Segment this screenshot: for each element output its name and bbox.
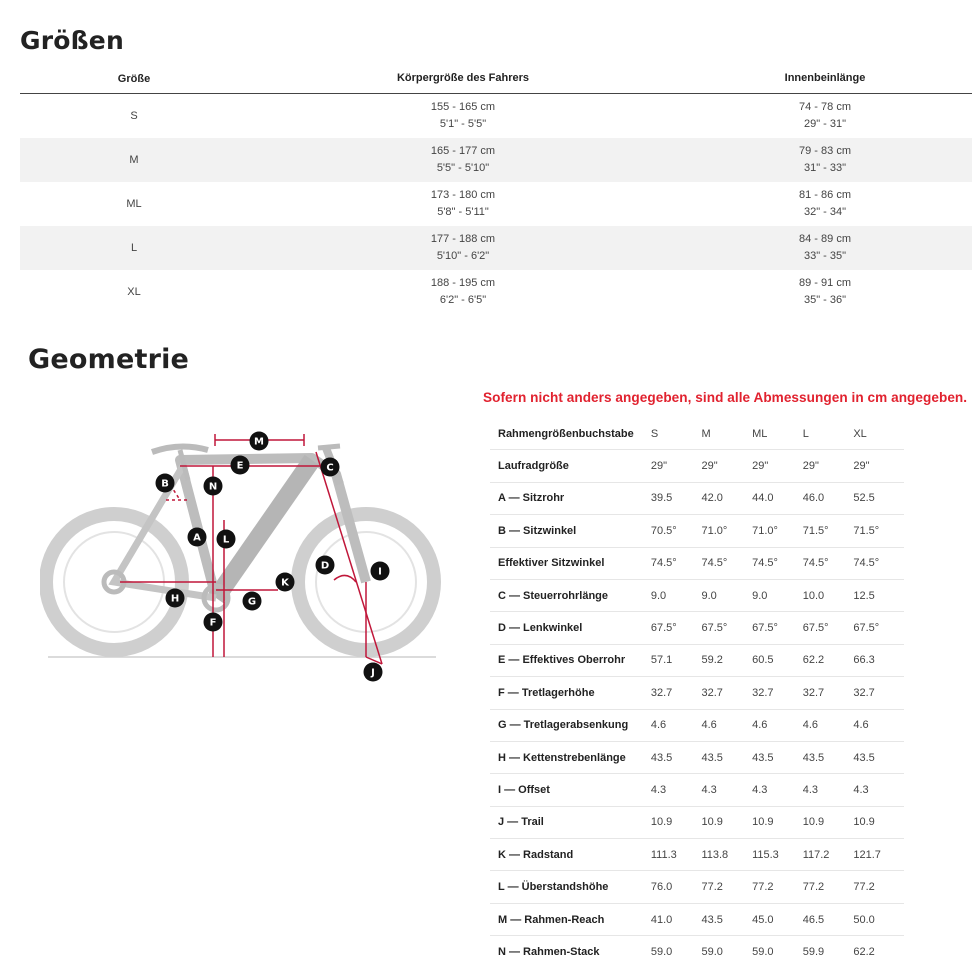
units-note: Sofern nicht anders angegeben, sind alle Abmessungen in cm angegeben. — [483, 390, 968, 405]
geometry-table — [490, 418, 904, 968]
geometry-value: S — [650, 427, 659, 440]
geometry-value: 4.6 — [752, 719, 768, 732]
geometry-value: 10.9 — [701, 816, 723, 829]
geometry-value: 4.6 — [650, 719, 667, 732]
geometry-value: 59.0 — [701, 945, 723, 958]
geometry-value: 71.0° — [701, 524, 728, 537]
svg-text:K: K — [281, 577, 289, 589]
geometry-row-label: Laufradgröße — [498, 460, 569, 473]
geometry-value: 4.3 — [802, 783, 819, 796]
geometry-value: 67.5° — [752, 622, 778, 635]
geometry-row-label: E — Effektives Oberrohr — [498, 654, 626, 667]
geometry-row-label: F — Tretlagerhöhe — [498, 686, 595, 699]
geometry-value: 60.5 — [752, 654, 774, 667]
rider-height-in: 5'10" - 6'2" — [436, 250, 490, 262]
geometry-value: 4.3 — [752, 783, 768, 796]
geometry-row-label: D — Lenkwinkel — [498, 622, 583, 635]
size-label: XL — [127, 286, 141, 298]
geometry-row-label: H — Kettenstrebenlänge — [498, 751, 626, 764]
geometry-value: 29" — [802, 460, 819, 473]
geometry-value: 67.5° — [650, 622, 677, 635]
geometry-value: 32.7 — [650, 686, 673, 699]
geometry-value: 43.5 — [701, 751, 723, 764]
geometry-value: 43.5 — [802, 751, 825, 764]
geometry-value: 59.0 — [650, 945, 673, 958]
geometry-row-label: I — Offset — [498, 783, 550, 796]
geometry-value: 67.5° — [701, 622, 728, 635]
bike-geometry-diagram — [40, 420, 450, 690]
rider-height-in: 5'8" - 5'11" — [437, 206, 489, 218]
geometry-value: 10.9 — [802, 816, 825, 829]
inseam-in: 33" - 35" — [803, 250, 847, 262]
sizes-table-header — [20, 64, 972, 94]
rider-height-cm: 155 - 165 cm — [430, 101, 496, 113]
diagram-label-l — [217, 530, 236, 549]
geometry-value: 59.2 — [701, 654, 723, 667]
geometry-value: 46.0 — [802, 492, 825, 505]
geometry-value: 4.6 — [701, 719, 717, 732]
size-label: S — [130, 110, 138, 122]
rider-height-cell — [248, 143, 678, 177]
inseam-cell — [678, 187, 972, 221]
inseam-in: 32" - 34" — [803, 206, 847, 218]
inseam-cell — [678, 231, 972, 265]
diagram-label-m — [250, 432, 269, 451]
geometry-value: 9.0 — [650, 589, 667, 602]
geometry-value: 74.5° — [650, 557, 677, 570]
svg-text:E: E — [236, 460, 244, 472]
geometry-value: 43.5 — [752, 751, 774, 764]
geometry-value: L — [802, 427, 809, 440]
geometry-value: 70.5° — [650, 524, 677, 537]
rider-height-cell — [248, 187, 678, 221]
geometry-value: 59.9 — [802, 945, 825, 958]
geometry-value: 10.9 — [853, 816, 875, 829]
geometry-value: 71.0° — [752, 524, 778, 537]
svg-text:D: D — [320, 560, 330, 572]
geometry-value: 10.9 — [752, 816, 774, 829]
diagram-label-i — [371, 562, 390, 581]
diagram-label-c — [321, 458, 340, 477]
diagram-label-g — [243, 592, 262, 611]
rider-height-cm: 165 - 177 cm — [430, 145, 496, 157]
rider-height-in: 5'1" - 5'5" — [439, 118, 487, 130]
inseam-cm: 74 - 78 cm — [799, 101, 851, 113]
geometry-value: 43.5 — [701, 913, 723, 926]
sizes-title: Größen — [20, 26, 124, 55]
geometry-value: 74.5° — [802, 557, 829, 570]
sizes-table — [20, 64, 972, 314]
geometry-header-row — [490, 418, 904, 450]
geometry-value: 77.2 — [752, 881, 774, 894]
geometry-value: 77.2 — [853, 881, 875, 894]
diagram-label-h — [166, 589, 185, 608]
inseam-cell — [678, 143, 972, 177]
sizes-table-body — [20, 94, 972, 314]
geometry-value: 74.5° — [701, 557, 728, 570]
svg-text:G: G — [247, 596, 257, 608]
geometry-value: 43.5 — [853, 751, 875, 764]
size-row — [20, 182, 972, 226]
geometry-row-label: B — Sitzwinkel — [498, 524, 577, 537]
geometry-row-label: M — Rahmen-Reach — [498, 913, 605, 926]
geometry-value: 9.0 — [752, 589, 768, 602]
geometry-value: 62.2 — [802, 654, 825, 667]
geometry-value: 32.7 — [802, 686, 825, 699]
rider-height-cm: 173 - 180 cm — [430, 189, 496, 201]
size-row — [20, 138, 972, 182]
geometry-value: 39.5 — [650, 492, 673, 505]
svg-text:H: H — [170, 593, 180, 605]
svg-text:I: I — [378, 566, 382, 578]
geometry-value: 71.5° — [802, 524, 829, 537]
geometry-row — [490, 612, 904, 644]
geometry-value: XL — [853, 427, 867, 440]
geometry-value: 4.3 — [701, 783, 717, 796]
geometry-value: 52.5 — [853, 492, 875, 505]
inseam-in: 31" - 33" — [803, 162, 847, 174]
geometry-value: M — [701, 427, 711, 440]
rider-height-cell — [248, 275, 678, 309]
geometry-value: 42.0 — [701, 492, 723, 505]
inseam-in: 35" - 36" — [803, 294, 847, 306]
geometry-value: 44.0 — [752, 492, 774, 505]
rider-height-cell — [248, 231, 678, 265]
svg-text:A: A — [193, 532, 201, 544]
diagram-label-k — [276, 573, 295, 592]
geometry-value: 46.5 — [802, 913, 825, 926]
geometry-value: 32.7 — [701, 686, 723, 699]
geometry-row — [490, 871, 904, 903]
geometry-row-label: A — Sitzrohr — [498, 492, 565, 505]
geometry-value: 29" — [650, 460, 667, 473]
geometry-value: 4.6 — [853, 719, 869, 732]
geometry-value: 77.2 — [802, 881, 825, 894]
svg-text:B: B — [161, 478, 169, 490]
header-inseam: Innenbeinlänge — [784, 72, 866, 84]
geometry-value: 45.0 — [752, 913, 774, 926]
geometry-row — [490, 515, 904, 547]
geometry-row — [490, 645, 904, 677]
geometry-value: 62.2 — [853, 945, 875, 958]
geometry-row — [490, 483, 904, 515]
geometry-row-label: Rahmengrößenbuchstabe — [498, 427, 634, 440]
geometry-value: 4.3 — [650, 783, 667, 796]
geometry-row — [490, 807, 904, 839]
geometry-value: 117.2 — [802, 848, 830, 861]
inseam-cm: 84 - 89 cm — [799, 233, 851, 245]
geometry-value: 50.0 — [853, 913, 875, 926]
geometry-row — [490, 548, 904, 580]
geometry-row — [490, 580, 904, 612]
bike-illustration — [46, 446, 434, 650]
geometry-value: 71.5° — [853, 524, 880, 537]
geometry-value: 12.5 — [853, 589, 875, 602]
geometry-value: 32.7 — [853, 686, 875, 699]
geometry-value: 9.0 — [701, 589, 717, 602]
geometry-value: 74.5° — [853, 557, 880, 570]
geometry-row-label: N — Rahmen-Stack — [498, 945, 600, 958]
geometry-value: 32.7 — [752, 686, 774, 699]
header-rider-height: Körpergröße des Fahrers — [396, 72, 530, 84]
rider-height-cm: 177 - 188 cm — [430, 233, 496, 245]
geometry-value: 67.5° — [853, 622, 880, 635]
size-row — [20, 94, 972, 138]
geometry-row — [490, 450, 904, 482]
geometry-value: 67.5° — [802, 622, 829, 635]
geometry-row-label: L — Überstandshöhe — [498, 881, 609, 894]
geometry-value: 115.3 — [752, 848, 779, 861]
geometry-row-label: G — Tretlagerabsenkung — [498, 719, 629, 732]
size-row — [20, 270, 972, 314]
diagram-label-a — [188, 528, 207, 547]
geometry-row — [490, 839, 904, 871]
geometry-value: 4.6 — [802, 719, 819, 732]
inseam-cm: 81 - 86 cm — [799, 189, 851, 201]
size-label: ML — [126, 198, 142, 210]
size-row — [20, 226, 972, 270]
geometry-title: Geometrie — [28, 344, 190, 375]
svg-text:L: L — [222, 534, 230, 546]
inseam-cm: 79 - 83 cm — [799, 145, 851, 157]
diagram-label-j — [364, 663, 383, 682]
geometry-value: 41.0 — [650, 913, 673, 926]
svg-text:N: N — [208, 481, 218, 493]
geometry-value: 43.5 — [650, 751, 673, 764]
svg-text:C: C — [326, 462, 334, 474]
rider-height-in: 5'5" - 5'10" — [436, 162, 490, 174]
geometry-value: 29" — [752, 460, 769, 473]
diagram-label-e — [231, 456, 250, 475]
inseam-cm: 89 - 91 cm — [799, 277, 851, 289]
geometry-row-label: K — Radstand — [498, 848, 574, 861]
geometry-value: 4.3 — [853, 783, 869, 796]
geometry-value: 10.9 — [650, 816, 673, 829]
rider-height-cm: 188 - 195 cm — [430, 277, 496, 289]
rider-height-cell — [248, 99, 678, 133]
geometry-row — [490, 710, 904, 742]
geometry-value: 121.7 — [853, 848, 881, 861]
size-label: L — [130, 242, 138, 254]
geometry-value: 66.3 — [853, 654, 875, 667]
geometry-value: ML — [752, 427, 768, 440]
geometry-value: 76.0 — [650, 881, 673, 894]
geometry-value: 111.3 — [650, 848, 677, 861]
size-label: M — [129, 154, 139, 166]
geometry-row — [490, 677, 904, 709]
diagram-label-b — [156, 474, 175, 493]
diagram-label-n — [204, 477, 223, 496]
geometry-row-label: Effektiver Sitzwinkel — [498, 557, 605, 570]
inseam-cell — [678, 275, 972, 309]
geometry-value: 29" — [853, 460, 870, 473]
geometry-row-label: C — Steuerrohrlänge — [498, 589, 609, 602]
diagram-label-d — [316, 556, 335, 575]
rider-height-in: 6'2" - 6'5" — [439, 294, 487, 306]
inseam-in: 29" - 31" — [803, 118, 847, 130]
geometry-value: 74.5° — [752, 557, 778, 570]
svg-text:M: M — [254, 436, 264, 448]
geometry-value: 57.1 — [650, 654, 673, 667]
geometry-value: 113.8 — [701, 848, 729, 861]
geometry-value: 59.0 — [752, 945, 774, 958]
geometry-row — [490, 936, 904, 967]
svg-text:F: F — [209, 617, 217, 629]
inseam-cell — [678, 99, 972, 133]
svg-text:J: J — [371, 667, 375, 679]
geometry-value: 29" — [701, 460, 718, 473]
header-size: Größe — [117, 72, 151, 85]
geometry-row — [490, 742, 904, 774]
diagram-label-f — [204, 613, 223, 632]
geometry-row — [490, 774, 904, 806]
geometry-value: 77.2 — [701, 881, 723, 894]
geometry-row-label: J — Trail — [498, 816, 544, 829]
geometry-value: 10.0 — [802, 589, 825, 602]
geometry-row — [490, 904, 904, 936]
